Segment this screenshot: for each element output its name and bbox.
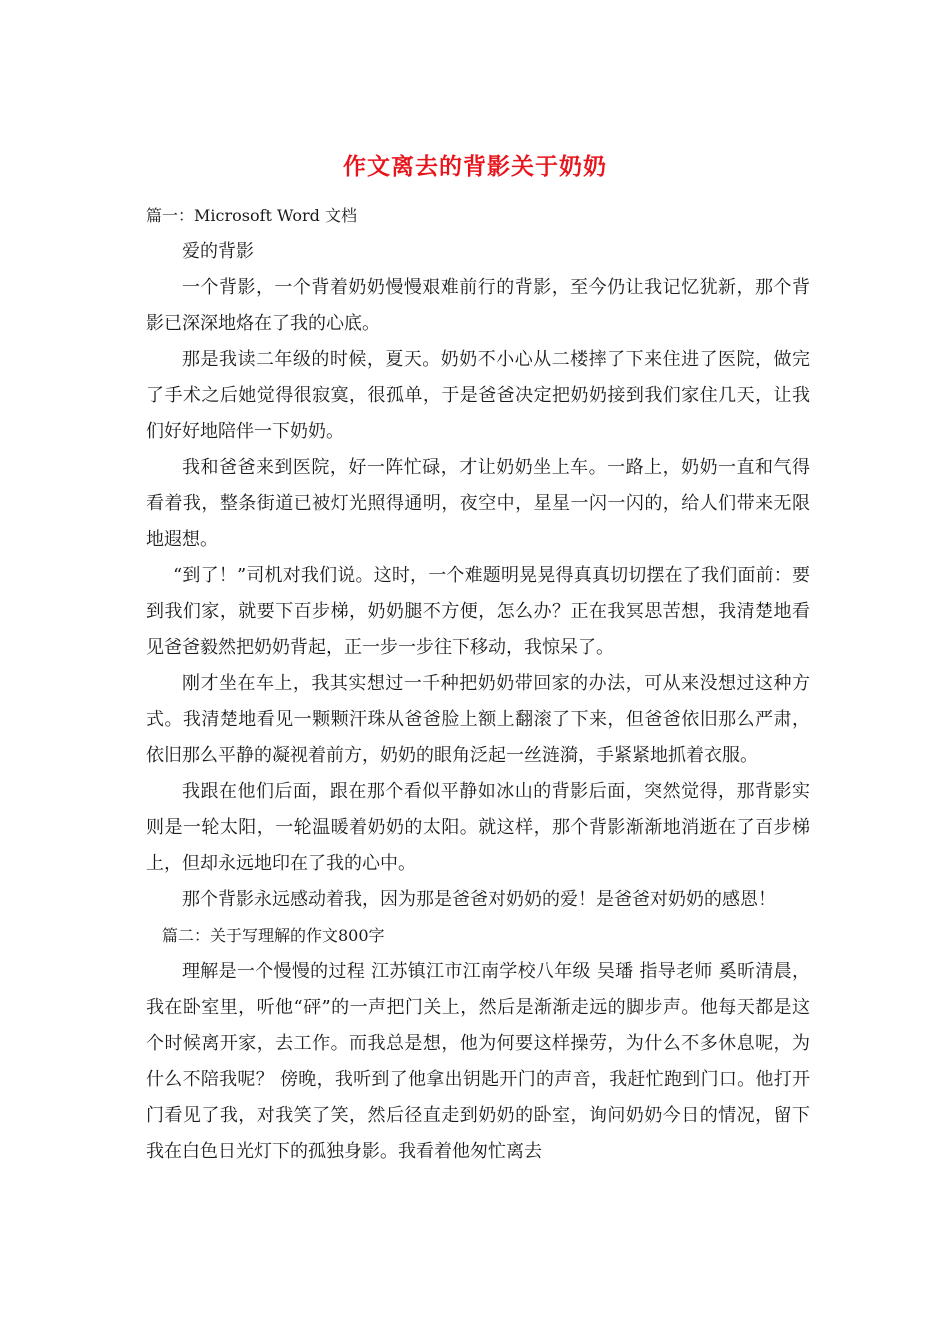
body-paragraph: “到了！”司机对我们说。这时，一个难题明晃晃得真真切切摆在了我们面前：要到我们家，就要下百步梯，奶奶腿不方便，怎么办？正在我冥思苦想，我清楚地看见爸爸毅然把奶奶背起，正一步一步往下移动，我惊呆了。 bbox=[146, 565, 810, 658]
body-paragraph: 理解是一个慢慢的过程 江苏镇江市江南学校八年级 吴璠 指导老师 奚昕清晨，我在卧室里，听他“砰”的一声把门关上，然后是渐渐走远的脚步声。他每天都是这个时候离开家，去工作。而我总是想，他为何要这样操劳，为什么不多休息呢，为什么不陪我呢？ 傍晚，我听到了他拿出钥匙开门的声音，我赶忙跑到门口。他打开门看见了我，对我笑了笑，然后径直走到奶奶的卧室，询问奶奶今日的情况，留下我在白色日光灯下的孤独身影。我看着他匆忙离去 bbox=[146, 961, 810, 1162]
section-heading-2: 篇二：关于写理解的作文800字 bbox=[162, 926, 385, 945]
body-paragraph: 那是我读二年级的时候，夏天。奶奶不小心从二楼摔了下来住进了医院，做完了手术之后她觉得很寂寞，很孤单，于是爸爸决定把奶奶接到我们家住几天，让我们好好地陪伴一下奶奶。 bbox=[146, 349, 810, 442]
document-title: 作文离去的背影关于奶奶 bbox=[343, 153, 607, 180]
body-paragraph: 那个背影永远感动着我，因为那是爸爸对奶奶的爱！是爸爸对奶奶的感恩！ bbox=[182, 889, 776, 910]
body-paragraph: 一个背影，一个背着奶奶慢慢艰难前行的背影，至今仍让我记忆犹新，那个背影已深深地烙在了我的心底。 bbox=[146, 277, 810, 334]
section-heading-1: 篇一：Microsoft Word 文档 bbox=[146, 206, 357, 225]
body-paragraph: 我跟在他们后面，跟在那个看似平静如冰山的背影后面，突然觉得，那背影实则是一轮太阳，一轮温暖着奶奶的太阳。就这样，那个背影渐渐地消逝在了百步梯上，但却永远地印在了我的心中。 bbox=[146, 781, 810, 874]
body-paragraph: 刚才坐在车上，我其实想过一千种把奶奶带回家的办法，可从来没想过这种方式。我清楚地看见一颗颗汗珠从爸爸脸上额上翻滚了下来，但爸爸依旧那么严肃，依旧那么平静的凝视着前方，奶奶的眼角泛起一丝涟漪，手紧紧地抓着衣服。 bbox=[146, 673, 810, 766]
subtitle-paragraph: 爱的背影 bbox=[182, 241, 254, 262]
document-body bbox=[146, 198, 810, 1170]
body-paragraph: 我和爸爸来到医院，好一阵忙碌，才让奶奶坐上车。一路上，奶奶一直和气得看着我，整条街道已被灯光照得通明，夜空中，星星一闪一闪的，给人们带来无限地遐想。 bbox=[146, 457, 810, 550]
